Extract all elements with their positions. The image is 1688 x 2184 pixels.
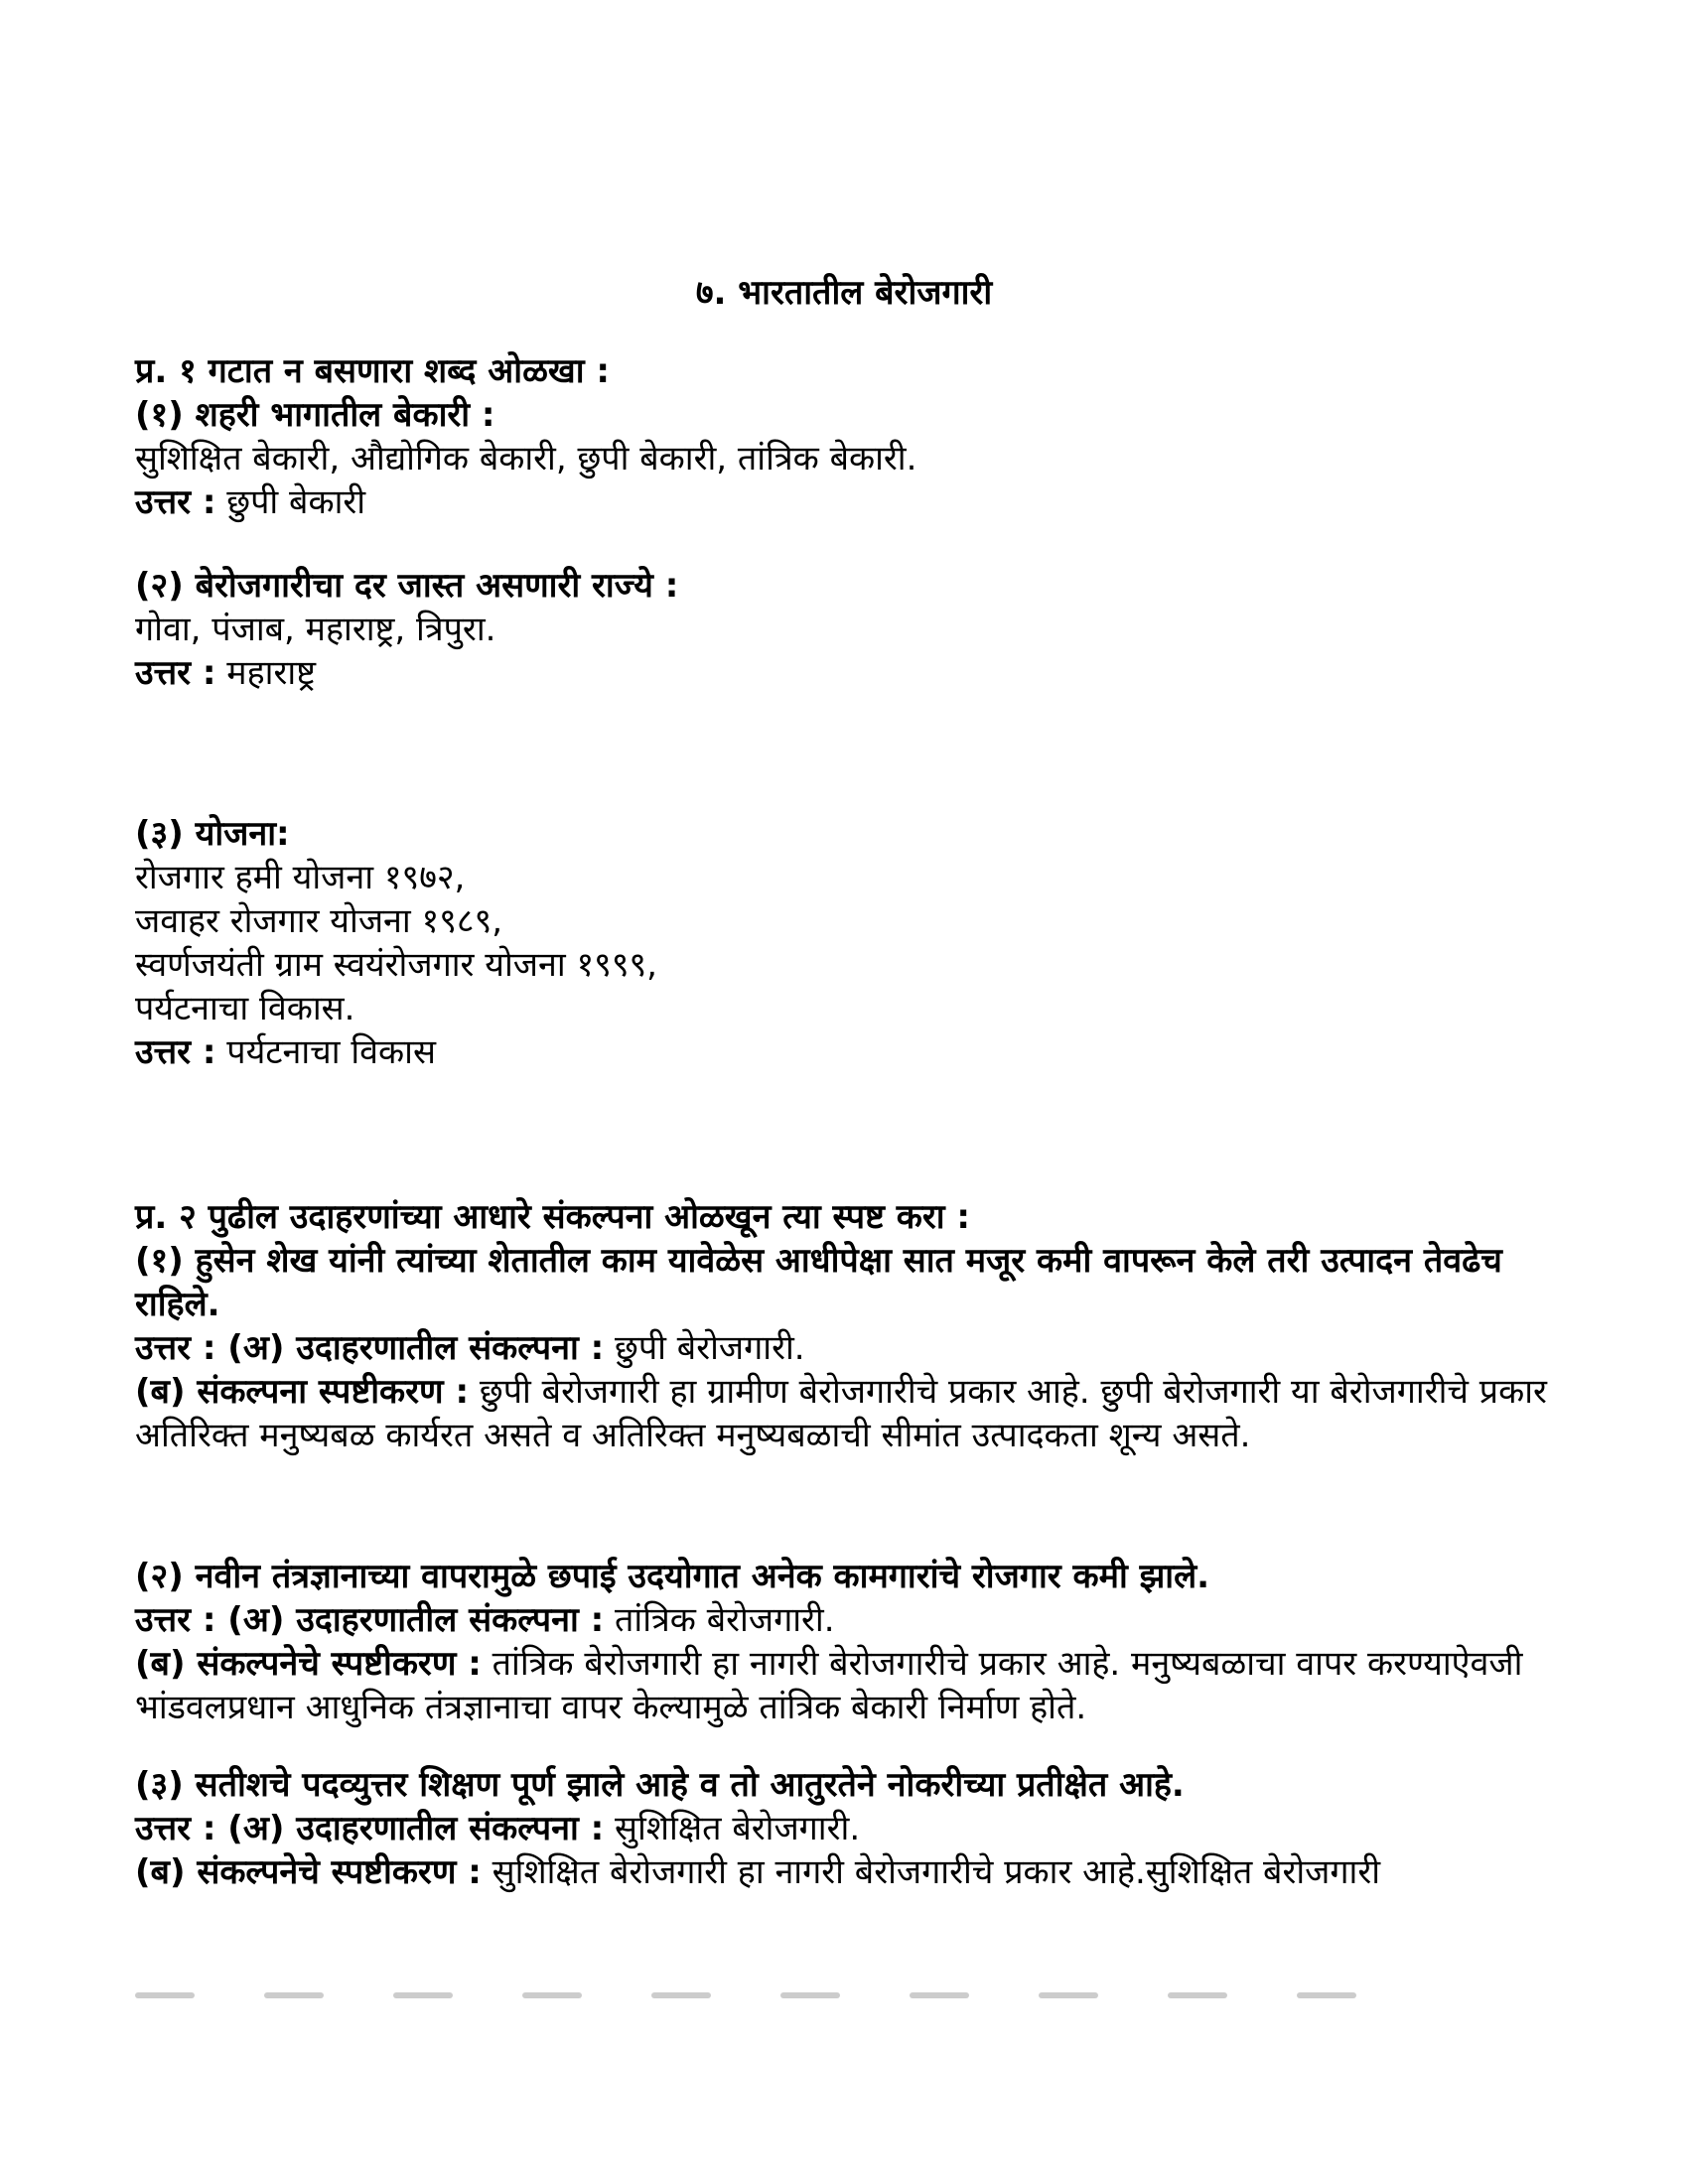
q2-item1-question: (१) हुसेन शेख यांनी त्यांच्या शेतातील काम यावेळेस आधीपेक्षा सात मजूर कमी वापरून केले तरी उत्पादन तेवढेच राहिले. (135, 1241, 1502, 1324)
q2-item3 (135, 1763, 1565, 1894)
q2-item3-concept: सुशिक्षित बेरोजगारी. (615, 1809, 861, 1848)
q1-item2-options: गोवा, पंजाब, महाराष्ट्र, त्रिपुरा. (135, 610, 496, 649)
answer-label: उत्तर : (135, 653, 216, 693)
q1-item3-answer: पर्यटनाचा विकास (226, 1032, 436, 1072)
q1-item3-option: स्वर्णजयंती ग्राम स्वयंरोजगार योजना १९९९, (135, 945, 657, 985)
q2-heading: प्र. २ पुढील उदाहरणांच्या आधारे संकल्पना ओळखून त्या स्पष्ट करा : (135, 1197, 970, 1237)
q2-item2-concept-line (135, 1598, 1565, 1642)
q2-item3-concept-line (135, 1807, 1565, 1850)
answer-label: उत्तर : (135, 482, 216, 522)
q2-item2-concept: तांत्रिक बेरोजगारी. (615, 1600, 835, 1640)
q1-item2-label: (२) बेरोजगारीचा दर जास्त असणारी राज्ये : (135, 566, 679, 606)
explanation-label: (ब) संकल्पनेचे स्पष्टीकरण : (135, 1852, 482, 1892)
concept-label: उत्तर : (अ) उदाहरणातील संकल्पना : (135, 1328, 605, 1368)
q2-item2-explanation-para (135, 1642, 1565, 1729)
explanation-label: (ब) संकल्पना स्पष्टीकरण : (135, 1372, 470, 1412)
q2-item3-explanation: सुशिक्षित बेरोजगारी हा नागरी बेरोजगारीचे प्रकार आहे.सुशिक्षित बेरोजगारी (492, 1852, 1381, 1892)
q1-item1-answer-line (135, 480, 1565, 524)
q1-item3-answer-line (135, 1030, 1565, 1074)
page-title: ७. भारतातील बेरोजगारी (695, 273, 993, 313)
q1-item3-option: पर्यटनाचा विकास. (135, 989, 355, 1028)
q2-item2 (135, 1555, 1565, 1729)
answer-label: उत्तर : (135, 1032, 216, 1072)
q2-item1-concept-line (135, 1326, 1565, 1370)
concept-label: उत्तर : (अ) उदाहरणातील संकल्पना : (135, 1809, 605, 1848)
q2-item2-explanation: तांत्रिक बेरोजगारी हा नागरी बेरोजगारीचे प्रकार आहे. मनुष्यबळाचा वापर करण्याऐवजी भांडवलप्रधान आधुनिक तंत्रज्ञानाचा वापर केल्यामुळे तांत्रिक बेकारी निर्माण होते. (135, 1644, 1523, 1727)
truncated-text-line (135, 1983, 1565, 1999)
q1-item1-options: सुशिक्षित बेकारी, औद्योगिक बेकारी, छुपी बेकारी, तांत्रिक बेकारी. (135, 439, 917, 478)
q1-item2-answer-line (135, 651, 1565, 695)
explanation-label: (ब) संकल्पनेचे स्पष्टीकरण : (135, 1644, 482, 1684)
q1-heading: प्र. १ गटात न बसणारा शब्द ओळखा : (135, 351, 610, 391)
q2-item1-explanation-para (135, 1370, 1565, 1457)
q1-section (135, 349, 1565, 524)
q1-item1-answer: छुपी बेकारी (226, 482, 366, 522)
q1-item3-label: (३) योजना: (135, 814, 290, 854)
q1-item3 (135, 812, 1565, 1074)
q1-item2 (135, 564, 1565, 695)
q1-item1-label: (१) शहरी भागातील बेकारी : (135, 395, 495, 435)
q2-section (135, 1195, 1565, 1457)
q2-item3-explanation-para (135, 1850, 1565, 1894)
q1-item2-answer: महाराष्ट्र (226, 653, 317, 693)
concept-label: उत्तर : (अ) उदाहरणातील संकल्पना : (135, 1600, 605, 1640)
q2-item1-concept: छुपी बेरोजगारी. (615, 1328, 805, 1368)
q2-item3-question: (३) सतीशचे पदव्युत्तर शिक्षण पूर्ण झाले आहे व तो आतुरतेने नोकरीच्या प्रतीक्षेत आहे. (135, 1765, 1185, 1805)
q2-item1-explanation: छुपी बेरोजगारी हा ग्रामीण बेरोजगारीचे प्रकार आहे. छुपी बेरोजगारी या बेरोजगारीचे प्रकार अतिरिक्त मनुष्यबळ कार्यरत असते व अतिरिक्त मनुष्यबळाची सीमांत उत्पादकता शून्य असते. (135, 1372, 1547, 1455)
q1-item3-option: जवाहर रोजगार योजना १९८९, (135, 901, 503, 941)
q1-item3-option: रोजगार हमी योजना १९७२, (135, 858, 466, 897)
q2-item2-question: (२) नवीन तंत्रज्ञानाच्या वापरामुळे छपाई उदयोगात अनेक कामगारांचे रोजगार कमी झाले. (135, 1557, 1210, 1596)
